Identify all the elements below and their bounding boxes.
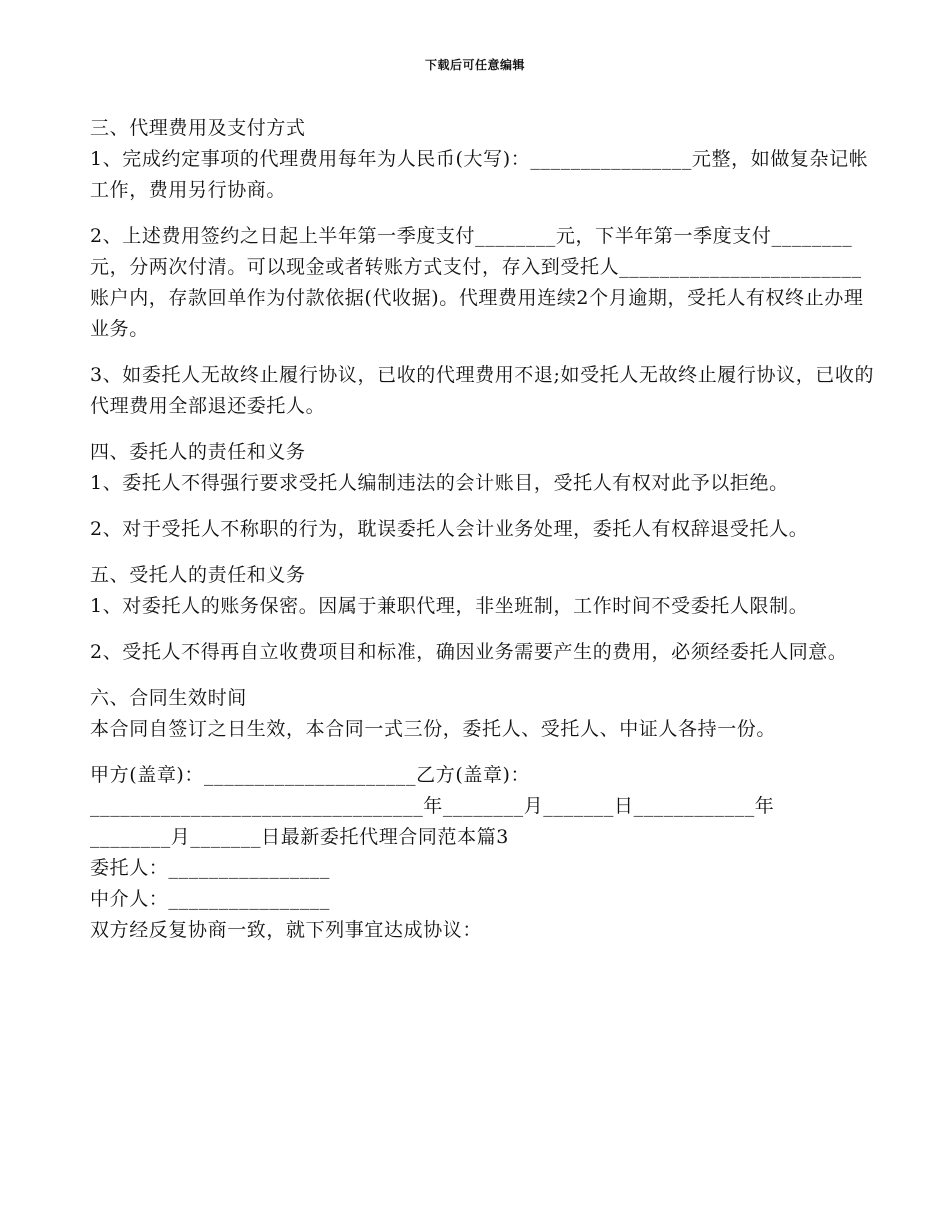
paragraph: 3、如委托人无故终止履行协议，已收的代理费用不退;如受托人无故终止履行协议，已收的代理费用全部退还委托人。 [90, 364, 875, 417]
section-heading-fees: 三、代理费用及支付方式 [90, 117, 306, 139]
section-heading-effective-time: 六、合同生效时间 [90, 687, 247, 709]
document-body [90, 113, 880, 946]
paragraph: 本合同自签订之日生效，本合同一式三份，委托人、受托人、中证人各持一份。 [90, 718, 777, 740]
paragraph: 1、对委托人的账务保密。因属于兼职代理，非坐班制，工作时间不受委托人限制。 [90, 595, 809, 617]
paragraph: 1、委托人不得强行要求受托人编制违法的会计账目，受托人有权对此予以拒绝。 [90, 472, 789, 494]
intermediary-line: 中介人：________________ [90, 888, 331, 910]
client-line: 委托人：________________ [90, 857, 331, 879]
paragraph: 1、完成约定事项的代理费用每年为人民币(大写)：________________元整，如做复杂记帐工作，费用另行协商。 [90, 148, 869, 201]
date-line-title: ________月_______日最新委托代理合同范本篇3 [90, 826, 509, 848]
paragraph: 2、上述费用签约之日起上半年第一季度支付________元，下半年第一季度支付________元，分两次付清。可以现金或者转账方式支付，存入到受托人________________________账户内，存款回单作为付款依据(代收据)。代理费用连续2个月逾期，受托人有权终止办理业务。 [90, 225, 864, 340]
paragraph: 2、对于受托人不称职的行为，耽误委托人会计业务处理，委托人有权辞退受托人。 [90, 518, 809, 540]
paragraph: 2、受托人不得再自立收费项目和标准，确因业务需要产生的费用，必须经委托人同意。 [90, 641, 848, 663]
section-heading-client-duties: 四、委托人的责任和义务 [90, 441, 306, 463]
date-line: _________________________________年________月_______日____________年 [90, 795, 775, 817]
page-header: 下载后可任意编辑 [424, 58, 525, 72]
paragraph: 双方经反复协商一致，就下列事宜达成协议： [90, 919, 483, 941]
signature-line: 甲方(盖章)：_____________________乙方(盖章)： [90, 764, 531, 786]
section-heading-agent-duties: 五、受托人的责任和义务 [90, 564, 306, 586]
